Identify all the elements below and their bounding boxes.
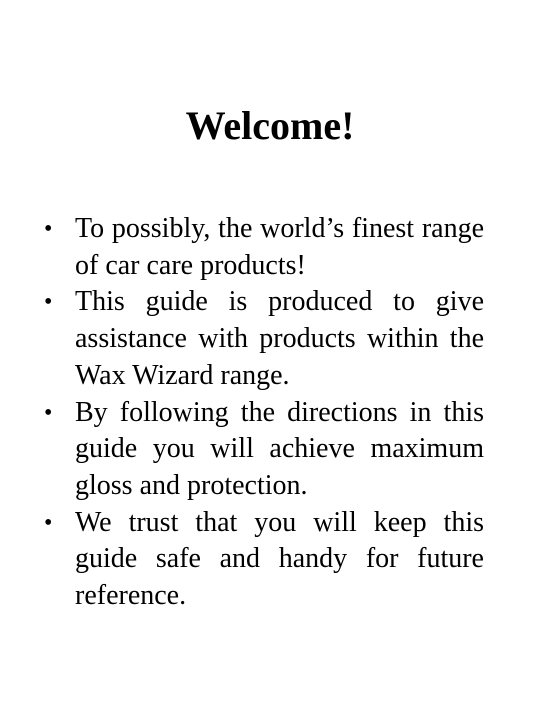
bullet-item [44,211,484,284]
bullet-text: This guide is produced to give assistance with products within the Wax Wizard range. [75,286,484,391]
bullet-marker: • [44,216,53,242]
bullet-text: By following the directions in this guide you will achieve maximum gloss and protection. [75,396,484,501]
bullet-marker: • [44,289,53,316]
page-title: Welcome! [185,103,355,148]
bullet-item [44,284,484,394]
bullet-text: We trust that you will keep this guide safe and handy for future reference. [75,506,484,612]
bullet-item [44,505,484,615]
bullet-marker: • [44,399,53,426]
bullet-item [44,395,484,505]
bullet-text: To possibly, the world’s finest range of car care products! [75,213,484,281]
bullet-list [44,211,484,615]
bullet-marker: • [44,509,53,536]
